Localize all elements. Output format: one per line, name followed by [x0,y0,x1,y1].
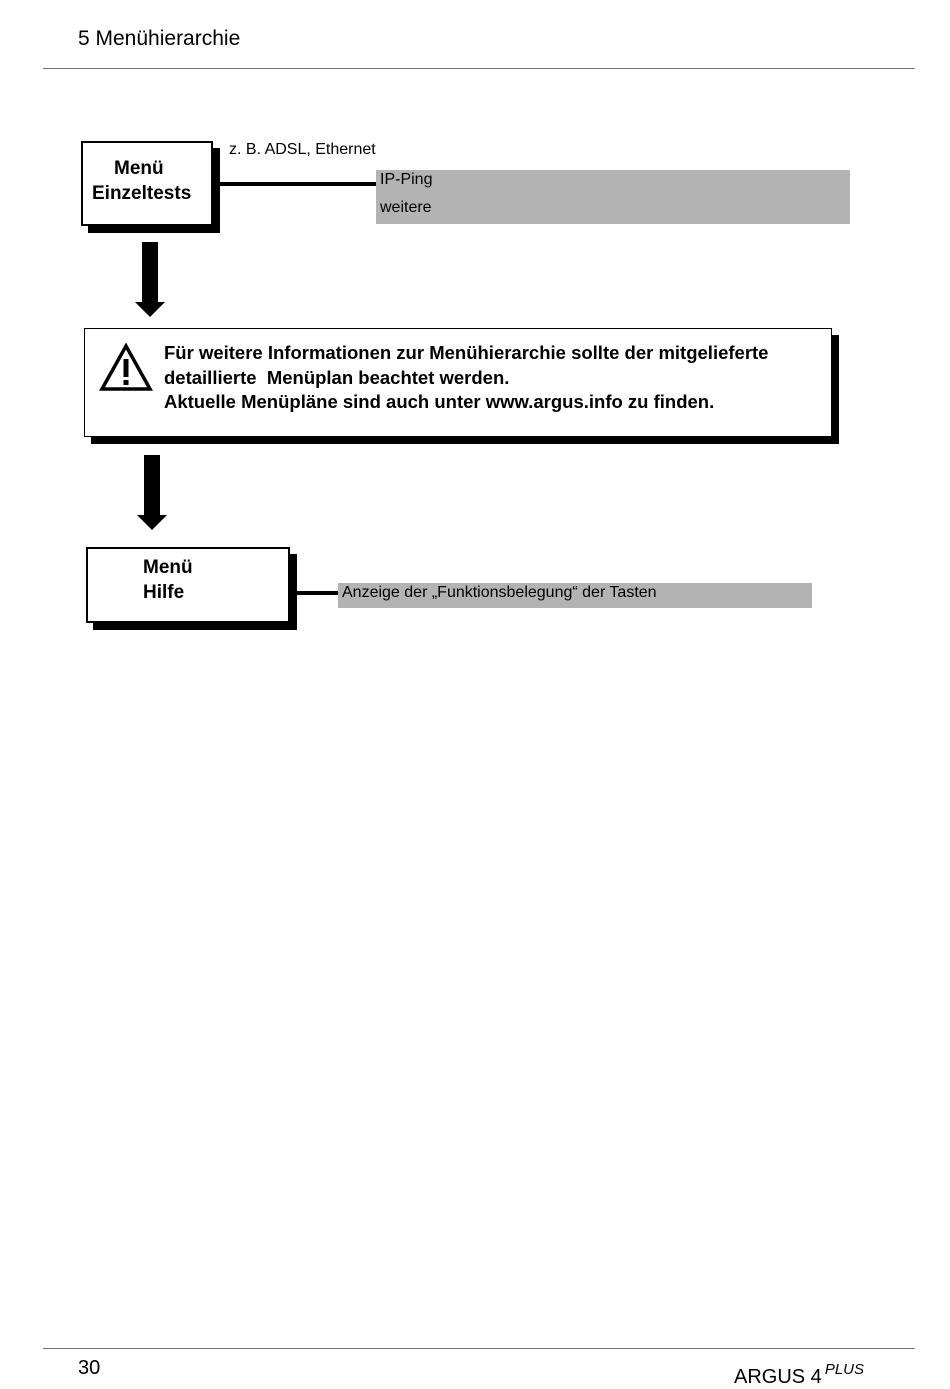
page-header-title: 5 Menühierarchie [78,27,241,50]
warning-triangle-icon [99,343,153,393]
connector-line-einzeltests [218,182,376,186]
hilfe-items-panel [338,583,812,608]
menu-hilfe-label-line1: Menü [143,557,193,578]
list-item-ip-ping: IP-Ping [380,171,433,188]
warning-box [84,328,832,437]
product-name-text: ARGUS 4 [734,1366,822,1388]
list-item-weitere: weitere [380,199,432,216]
down-arrow-icon [135,242,165,318]
connector-line-hilfe [296,591,338,595]
warning-text-line2: detaillierte Menüplan beachtet werden. [164,366,510,388]
menu-einzeltests-label-line2: Einzeltests [92,183,192,204]
menu-einzeltests-note: z. B. ADSL, Ethernet [229,141,376,158]
einzeltests-items-panel [376,170,850,224]
page-number: 30 [78,1357,101,1379]
header-rule [43,68,915,69]
product-suffix: PLUS [824,1361,864,1378]
down-arrow-icon [137,455,167,531]
warning-text-line3: Aktuelle Menüpläne sind auch unter www.argus.info zu finden. [164,391,715,412]
menu-hilfe-box [86,547,290,623]
menu-einzeltests-label-line1: Menü [114,158,164,179]
list-item-funktionsbelegung: Anzeige der „Funktionsbelegung“ der Tasten [342,584,657,601]
footer-rule [43,1348,915,1349]
menu-einzeltests-box [81,141,213,226]
warning-text-line1: Für weitere Informationen zur Menühierarchie sollte der mitgelieferte [164,342,769,363]
menu-hilfe-label-line2: Hilfe [143,582,185,603]
product-name [734,1361,864,1389]
